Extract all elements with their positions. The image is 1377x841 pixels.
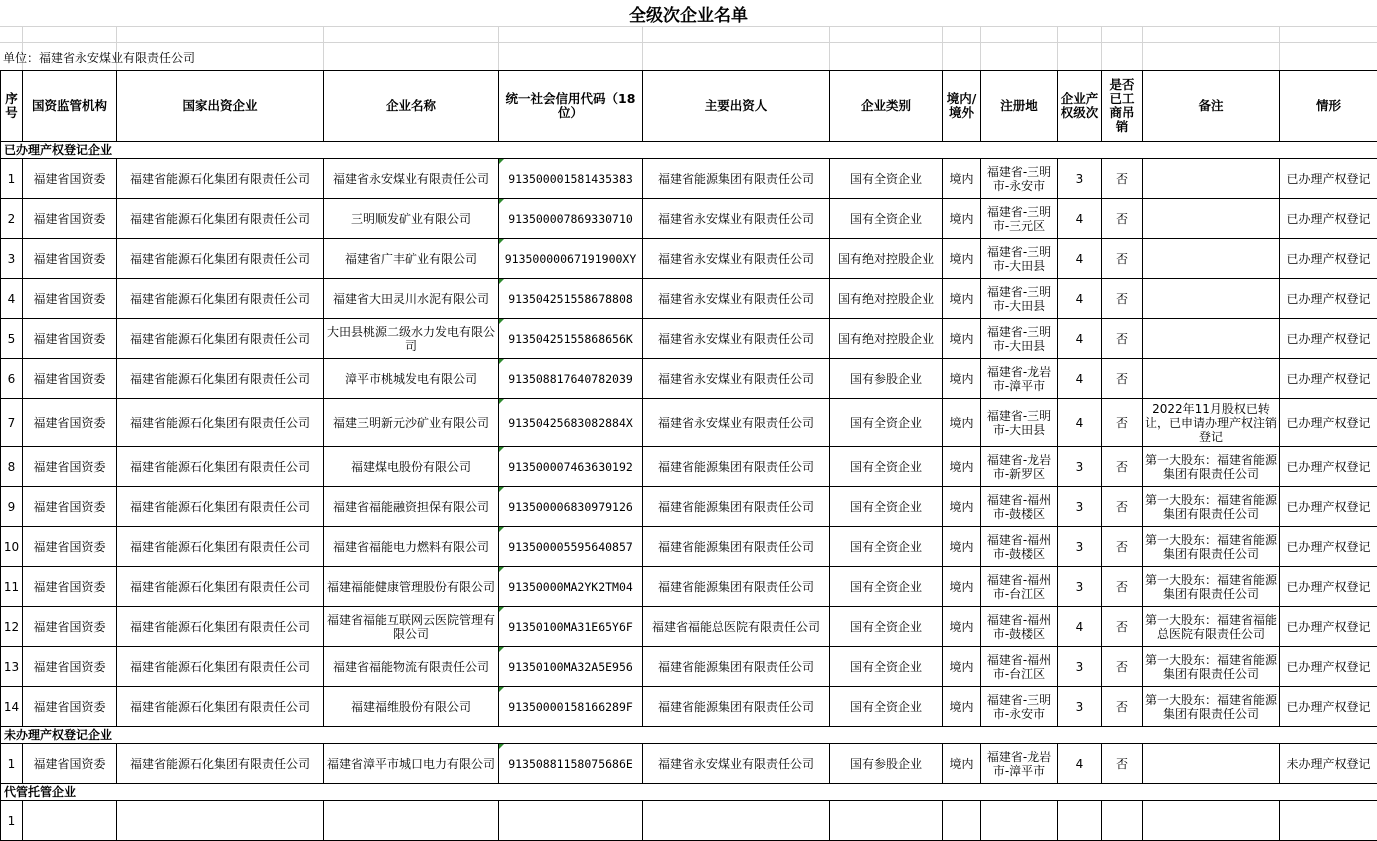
cell-company[interactable]: 福建省福能融资担保有限公司 — [324, 487, 499, 527]
cell-company[interactable]: 福建福能健康管理股份有限公司 — [324, 567, 499, 607]
cell-level[interactable]: 3 — [1058, 527, 1102, 567]
cell-main-investor[interactable]: 福建省能源集团有限责任公司 — [643, 567, 830, 607]
cell-location[interactable]: 福建省-三明市-三元区 — [981, 199, 1058, 239]
header-revoked: 是否已工商吊销 — [1102, 71, 1143, 142]
cell-domestic[interactable]: 境内 — [943, 487, 981, 527]
cell-remark[interactable] — [1143, 744, 1280, 784]
cell-flag-icon — [499, 359, 504, 364]
cell-seq[interactable]: 1 — [1, 744, 23, 784]
cell-location[interactable] — [981, 801, 1058, 841]
cell-main-investor[interactable]: 福建省永安煤业有限责任公司 — [643, 319, 830, 359]
cell-company[interactable]: 福建省福能物流有限责任公司 — [324, 647, 499, 687]
cell-company[interactable]: 福建省大田灵川水泥有限公司 — [324, 279, 499, 319]
cell-revoked[interactable]: 否 — [1102, 527, 1143, 567]
cell-level[interactable]: 4 — [1058, 399, 1102, 447]
cell-location[interactable]: 福建省-福州市-台江区 — [981, 647, 1058, 687]
cell-investor-group[interactable]: 福建省能源石化集团有限责任公司 — [117, 319, 324, 359]
credit-code-text: 91350100MA32A5E956 — [508, 660, 633, 674]
cell-domestic[interactable]: 境内 — [943, 687, 981, 727]
cell-flag-icon — [499, 527, 504, 532]
cell-seq[interactable]: 14 — [1, 687, 23, 727]
section-label[interactable]: 未办理产权登记企业 — [1, 727, 1377, 744]
cell-remark[interactable] — [1143, 359, 1280, 399]
cell-location[interactable]: 福建省-龙岩市-漳平市 — [981, 744, 1058, 784]
cell-supervisor[interactable]: 福建省国资委 — [23, 647, 117, 687]
cell-investor-group[interactable]: 福建省能源石化集团有限责任公司 — [117, 359, 324, 399]
cell-remark[interactable] — [1143, 199, 1280, 239]
cell-flag-icon — [499, 447, 504, 452]
table-row — [1, 199, 1377, 239]
cell-revoked[interactable]: 否 — [1102, 279, 1143, 319]
cell-company[interactable] — [324, 801, 499, 841]
cell-seq[interactable]: 1 — [1, 159, 23, 199]
cell-location[interactable]: 福建省-三明市-大田县 — [981, 399, 1058, 447]
cell-supervisor[interactable]: 福建省国资委 — [23, 399, 117, 447]
credit-code-text: 913500001581435383 — [508, 172, 633, 186]
credit-code-text: 913500007463630192 — [508, 460, 633, 474]
cell-status[interactable]: 已办理产权登记 — [1280, 239, 1377, 279]
cell-credit-code[interactable] — [499, 279, 643, 319]
cell-main-investor[interactable]: 福建省永安煤业有限责任公司 — [643, 359, 830, 399]
cell-main-investor[interactable]: 福建省永安煤业有限责任公司 — [643, 279, 830, 319]
cell-revoked[interactable]: 否 — [1102, 239, 1143, 279]
cell-main-investor[interactable]: 福建省能源集团有限责任公司 — [643, 687, 830, 727]
cell-flag-icon — [499, 687, 504, 692]
cell-category[interactable]: 国有参股企业 — [830, 744, 943, 784]
cell-flag-icon — [499, 487, 504, 492]
cell-remark[interactable]: 第一大股东：福建省福能总医院有限责任公司 — [1143, 607, 1280, 647]
cell-credit-code[interactable] — [499, 527, 643, 567]
cell-company[interactable]: 福建省广丰矿业有限公司 — [324, 239, 499, 279]
credit-code-text: 913504251558678808 — [508, 292, 633, 306]
cell-flag-icon — [499, 399, 504, 404]
cell-domestic[interactable]: 境内 — [943, 319, 981, 359]
cell-company[interactable]: 漳平市桃城发电有限公司 — [324, 359, 499, 399]
header-domestic: 境内/境外 — [943, 71, 981, 142]
cell-supervisor[interactable]: 福建省国资委 — [23, 239, 117, 279]
cell-level[interactable] — [1058, 801, 1102, 841]
cell-level[interactable]: 3 — [1058, 447, 1102, 487]
cell-main-investor[interactable]: 福建省福能总医院有限责任公司 — [643, 607, 830, 647]
section-row-entrusted — [1, 784, 1377, 801]
cell-main-investor[interactable]: 福建省能源集团有限责任公司 — [643, 527, 830, 567]
cell-seq[interactable]: 13 — [1, 647, 23, 687]
cell-remark[interactable] — [1143, 801, 1280, 841]
cell-domestic[interactable]: 境内 — [943, 199, 981, 239]
cell-investor-group[interactable]: 福建省能源石化集团有限责任公司 — [117, 447, 324, 487]
cell-investor-group[interactable]: 福建省能源石化集团有限责任公司 — [117, 399, 324, 447]
cell-status[interactable]: 已办理产权登记 — [1280, 159, 1377, 199]
cell-revoked[interactable]: 否 — [1102, 399, 1143, 447]
cell-supervisor[interactable]: 福建省国资委 — [23, 487, 117, 527]
cell-domestic[interactable]: 境内 — [943, 159, 981, 199]
cell-status[interactable]: 已办理产权登记 — [1280, 399, 1377, 447]
header-seq: 序号 — [1, 71, 23, 142]
cell-company[interactable]: 福建省永安煤业有限责任公司 — [324, 159, 499, 199]
cell-location[interactable]: 福建省-三明市-永安市 — [981, 159, 1058, 199]
cell-status[interactable]: 已办理产权登记 — [1280, 567, 1377, 607]
cell-revoked[interactable]: 否 — [1102, 359, 1143, 399]
cell-remark[interactable] — [1143, 279, 1280, 319]
cell-flag-icon — [499, 647, 504, 652]
cell-category[interactable]: 国有全资企业 — [830, 159, 943, 199]
header-supervisor: 国资监管机构 — [23, 71, 117, 142]
cell-revoked[interactable]: 否 — [1102, 687, 1143, 727]
cell-company[interactable]: 福建煤电股份有限公司 — [324, 447, 499, 487]
table-row — [1, 567, 1377, 607]
cell-level[interactable]: 4 — [1058, 359, 1102, 399]
cell-seq[interactable]: 7 — [1, 399, 23, 447]
cell-company[interactable]: 三明顺发矿业有限公司 — [324, 199, 499, 239]
cell-level[interactable]: 3 — [1058, 487, 1102, 527]
table-row — [1, 279, 1377, 319]
cell-level[interactable]: 3 — [1058, 567, 1102, 607]
cell-location[interactable]: 福建省-龙岩市-漳平市 — [981, 359, 1058, 399]
cell-seq[interactable]: 10 — [1, 527, 23, 567]
cell-credit-code[interactable] — [499, 744, 643, 784]
table-row — [1, 527, 1377, 567]
cell-credit-code[interactable] — [499, 607, 643, 647]
cell-supervisor[interactable]: 福建省国资委 — [23, 319, 117, 359]
cell-category[interactable]: 国有全资企业 — [830, 487, 943, 527]
table-row — [1, 399, 1377, 447]
cell-flag-icon — [499, 159, 504, 164]
header-status: 情形 — [1280, 71, 1377, 142]
cell-location[interactable]: 福建省-三明市-永安市 — [981, 687, 1058, 727]
table-row — [1, 359, 1377, 399]
cell-domestic[interactable]: 境内 — [943, 647, 981, 687]
cell-main-investor[interactable]: 福建省永安煤业有限责任公司 — [643, 744, 830, 784]
cell-investor-group[interactable]: 福建省能源石化集团有限责任公司 — [117, 279, 324, 319]
cell-supervisor[interactable]: 福建省国资委 — [23, 359, 117, 399]
table-row — [1, 744, 1377, 784]
cell-location[interactable]: 福建省-福州市-台江区 — [981, 567, 1058, 607]
cell-category[interactable] — [830, 801, 943, 841]
cell-remark[interactable] — [1143, 159, 1280, 199]
cell-category[interactable]: 国有绝对控股企业 — [830, 319, 943, 359]
cell-credit-code[interactable] — [499, 447, 643, 487]
cell-level[interactable]: 4 — [1058, 607, 1102, 647]
cell-status[interactable]: 已办理产权登记 — [1280, 359, 1377, 399]
table-row — [1, 319, 1377, 359]
cell-remark[interactable]: 2022年11月股权已转让，已申请办理产权注销登记 — [1143, 399, 1280, 447]
cell-investor-group[interactable]: 福建省能源石化集团有限责任公司 — [117, 239, 324, 279]
cell-level[interactable]: 4 — [1058, 744, 1102, 784]
cell-main-investor[interactable]: 福建省永安煤业有限责任公司 — [643, 239, 830, 279]
cell-domestic[interactable]: 境内 — [943, 279, 981, 319]
cell-remark[interactable]: 第一大股东：福建省能源集团有限责任公司 — [1143, 527, 1280, 567]
cell-location[interactable]: 福建省-龙岩市-新罗区 — [981, 447, 1058, 487]
cell-credit-code[interactable] — [499, 399, 643, 447]
cell-status[interactable]: 已办理产权登记 — [1280, 487, 1377, 527]
cell-level[interactable]: 4 — [1058, 319, 1102, 359]
cell-investor-group[interactable]: 福建省能源石化集团有限责任公司 — [117, 199, 324, 239]
cell-domestic[interactable]: 境内 — [943, 239, 981, 279]
cell-credit-code[interactable] — [499, 801, 643, 841]
cell-credit-code[interactable] — [499, 567, 643, 607]
credit-code-text: 91350100MA31E65Y6F — [508, 620, 633, 634]
credit-code-text: 913500005595640857 — [508, 540, 633, 554]
cell-supervisor[interactable]: 福建省国资委 — [23, 744, 117, 784]
cell-revoked[interactable]: 否 — [1102, 319, 1143, 359]
cell-investor-group[interactable]: 福建省能源石化集团有限责任公司 — [117, 647, 324, 687]
cell-category[interactable]: 国有全资企业 — [830, 607, 943, 647]
cell-credit-code[interactable] — [499, 487, 643, 527]
cell-remark[interactable] — [1143, 319, 1280, 359]
credit-code-text: 91350425155868656K — [508, 332, 633, 346]
cell-category[interactable]: 国有全资企业 — [830, 447, 943, 487]
cell-company[interactable]: 福建省福能互联网云医院管理有限公司 — [324, 607, 499, 647]
cell-seq[interactable]: 9 — [1, 487, 23, 527]
cell-location[interactable]: 福建省-三明市-大田县 — [981, 279, 1058, 319]
cell-flag-icon — [499, 567, 504, 572]
cell-remark[interactable]: 第一大股东：福建省能源集团有限责任公司 — [1143, 447, 1280, 487]
cell-investor-group[interactable]: 福建省能源石化集团有限责任公司 — [117, 527, 324, 567]
empty-grid-area — [0, 26, 1377, 70]
cell-main-investor[interactable]: 福建省能源集团有限责任公司 — [643, 647, 830, 687]
cell-domestic[interactable] — [943, 801, 981, 841]
cell-category[interactable]: 国有全资企业 — [830, 647, 943, 687]
cell-investor-group[interactable]: 福建省能源石化集团有限责任公司 — [117, 687, 324, 727]
cell-supervisor[interactable]: 福建省国资委 — [23, 687, 117, 727]
cell-status[interactable]: 已办理产权登记 — [1280, 527, 1377, 567]
header-level: 企业产权级次 — [1058, 71, 1102, 142]
cell-seq[interactable]: 12 — [1, 607, 23, 647]
header-credit-code: 统一社会信用代码（18位） — [499, 71, 643, 142]
cell-flag-icon — [499, 744, 504, 749]
section-label[interactable]: 已办理产权登记企业 — [1, 142, 1377, 159]
credit-code-text: 91350881158075686E — [508, 757, 633, 771]
cell-category[interactable]: 国有全资企业 — [830, 567, 943, 607]
cell-level[interactable]: 3 — [1058, 687, 1102, 727]
cell-supervisor[interactable]: 福建省国资委 — [23, 199, 117, 239]
header-category: 企业类别 — [830, 71, 943, 142]
cell-status[interactable]: 已办理产权登记 — [1280, 279, 1377, 319]
cell-flag-icon — [499, 279, 504, 284]
cell-main-investor[interactable]: 福建省能源集团有限责任公司 — [643, 159, 830, 199]
cell-location[interactable]: 福建省-福州市-鼓楼区 — [981, 607, 1058, 647]
cell-seq[interactable]: 11 — [1, 567, 23, 607]
cell-status[interactable]: 已办理产权登记 — [1280, 319, 1377, 359]
cell-supervisor[interactable] — [23, 801, 117, 841]
table-row — [1, 487, 1377, 527]
credit-code-text: 91350425683082884X — [508, 416, 633, 430]
cell-credit-code[interactable] — [499, 159, 643, 199]
cell-level[interactable]: 4 — [1058, 239, 1102, 279]
cell-seq[interactable]: 3 — [1, 239, 23, 279]
cell-seq[interactable]: 5 — [1, 319, 23, 359]
cell-category[interactable]: 国有全资企业 — [830, 527, 943, 567]
cell-level[interactable]: 4 — [1058, 279, 1102, 319]
cell-flag-icon — [499, 239, 504, 244]
cell-remark[interactable]: 第一大股东：福建省能源集团有限责任公司 — [1143, 687, 1280, 727]
cell-investor-group[interactable]: 福建省能源石化集团有限责任公司 — [117, 744, 324, 784]
cell-domestic[interactable]: 境内 — [943, 607, 981, 647]
cell-credit-code[interactable] — [499, 687, 643, 727]
cell-supervisor[interactable]: 福建省国资委 — [23, 567, 117, 607]
cell-remark[interactable] — [1143, 239, 1280, 279]
cell-main-investor[interactable]: 福建省能源集团有限责任公司 — [643, 487, 830, 527]
cell-company[interactable]: 福建福维股份有限公司 — [324, 687, 499, 727]
sheet-title: 全级次企业名单 — [0, 0, 1377, 26]
cell-level[interactable]: 3 — [1058, 647, 1102, 687]
cell-credit-code[interactable] — [499, 239, 643, 279]
cell-location[interactable]: 福建省-福州市-鼓楼区 — [981, 527, 1058, 567]
cell-level[interactable]: 3 — [1058, 159, 1102, 199]
company-table — [0, 70, 1377, 841]
cell-remark[interactable]: 第一大股东：福建省能源集团有限责任公司 — [1143, 487, 1280, 527]
cell-credit-code[interactable] — [499, 647, 643, 687]
cell-status[interactable]: 已办理产权登记 — [1280, 607, 1377, 647]
cell-level[interactable]: 4 — [1058, 199, 1102, 239]
cell-investor-group[interactable]: 福建省能源石化集团有限责任公司 — [117, 567, 324, 607]
cell-revoked[interactable]: 否 — [1102, 487, 1143, 527]
cell-supervisor[interactable]: 福建省国资委 — [23, 447, 117, 487]
cell-revoked[interactable]: 否 — [1102, 567, 1143, 607]
cell-status[interactable]: 已办理产权登记 — [1280, 199, 1377, 239]
cell-company[interactable]: 大田县桃源二级水力发电有限公司 — [324, 319, 499, 359]
header-investor-group: 国家出资企业 — [117, 71, 324, 142]
cell-main-investor[interactable]: 福建省能源集团有限责任公司 — [643, 447, 830, 487]
cell-category[interactable]: 国有全资企业 — [830, 399, 943, 447]
credit-code-text: 913500007869330710 — [508, 212, 633, 226]
cell-remark[interactable]: 第一大股东：福建省能源集团有限责任公司 — [1143, 567, 1280, 607]
cell-status[interactable]: 已办理产权登记 — [1280, 447, 1377, 487]
cell-domestic[interactable]: 境内 — [943, 359, 981, 399]
credit-code-text: 91350000158166289F — [508, 700, 633, 714]
credit-code-text: 913508817640782039 — [508, 372, 633, 386]
cell-status[interactable]: 未办理产权登记 — [1280, 744, 1377, 784]
cell-seq[interactable]: 2 — [1, 199, 23, 239]
cell-flag-icon — [499, 319, 504, 324]
table-row — [1, 687, 1377, 727]
cell-main-investor[interactable]: 福建省永安煤业有限责任公司 — [643, 199, 830, 239]
header-main-investor: 主要出资人 — [643, 71, 830, 142]
unit-label: 单位：福建省永安煤业有限责任公司 — [0, 46, 195, 68]
cell-status[interactable]: 已办理产权登记 — [1280, 647, 1377, 687]
cell-domestic[interactable]: 境内 — [943, 399, 981, 447]
cell-domestic[interactable]: 境内 — [943, 744, 981, 784]
section-row-unregistered — [1, 727, 1377, 744]
cell-location[interactable]: 福建省-三明市-大田县 — [981, 319, 1058, 359]
cell-investor-group[interactable]: 福建省能源石化集团有限责任公司 — [117, 607, 324, 647]
header-remark: 备注 — [1143, 71, 1280, 142]
cell-revoked[interactable]: 否 — [1102, 199, 1143, 239]
cell-revoked[interactable]: 否 — [1102, 607, 1143, 647]
cell-domestic[interactable]: 境内 — [943, 447, 981, 487]
table-row — [1, 447, 1377, 487]
cell-category[interactable]: 国有全资企业 — [830, 199, 943, 239]
cell-supervisor[interactable]: 福建省国资委 — [23, 159, 117, 199]
table-row — [1, 239, 1377, 279]
cell-investor-group[interactable]: 福建省能源石化集团有限责任公司 — [117, 487, 324, 527]
cell-seq[interactable]: 1 — [1, 801, 23, 841]
cell-remark[interactable]: 第一大股东：福建省能源集团有限责任公司 — [1143, 647, 1280, 687]
cell-category[interactable]: 国有参股企业 — [830, 359, 943, 399]
cell-credit-code[interactable] — [499, 319, 643, 359]
section-label[interactable]: 代管托管企业 — [1, 784, 1377, 801]
cell-main-investor[interactable]: 福建省永安煤业有限责任公司 — [643, 399, 830, 447]
cell-flag-icon — [499, 607, 504, 612]
table-row — [1, 159, 1377, 199]
cell-status[interactable]: 已办理产权登记 — [1280, 687, 1377, 727]
cell-location[interactable]: 福建省-三明市-大田县 — [981, 239, 1058, 279]
credit-code-text: 91350000067191900XY — [505, 252, 637, 266]
cell-flag-icon — [499, 199, 504, 204]
cell-main-investor[interactable] — [643, 801, 830, 841]
cell-revoked[interactable]: 否 — [1102, 647, 1143, 687]
table-row — [1, 801, 1377, 841]
cell-investor-group[interactable] — [117, 801, 324, 841]
cell-revoked[interactable] — [1102, 801, 1143, 841]
header-row — [1, 71, 1377, 142]
cell-domestic[interactable]: 境内 — [943, 567, 981, 607]
cell-credit-code[interactable] — [499, 359, 643, 399]
cell-investor-group[interactable]: 福建省能源石化集团有限责任公司 — [117, 159, 324, 199]
cell-supervisor[interactable]: 福建省国资委 — [23, 279, 117, 319]
cell-category[interactable]: 国有绝对控股企业 — [830, 279, 943, 319]
cell-company[interactable]: 福建省福能电力燃料有限公司 — [324, 527, 499, 567]
cell-domestic[interactable]: 境内 — [943, 527, 981, 567]
header-location: 注册地 — [981, 71, 1058, 142]
cell-seq[interactable]: 6 — [1, 359, 23, 399]
cell-status[interactable] — [1280, 801, 1377, 841]
cell-company[interactable]: 福建三明新元沙矿业有限公司 — [324, 399, 499, 447]
table-row — [1, 647, 1377, 687]
cell-supervisor[interactable]: 福建省国资委 — [23, 527, 117, 567]
credit-code-text: 91350000MA2YK2TM04 — [508, 580, 633, 594]
cell-revoked[interactable]: 否 — [1102, 744, 1143, 784]
cell-category[interactable]: 国有绝对控股企业 — [830, 239, 943, 279]
cell-revoked[interactable]: 否 — [1102, 447, 1143, 487]
cell-category[interactable]: 国有全资企业 — [830, 687, 943, 727]
cell-revoked[interactable]: 否 — [1102, 159, 1143, 199]
header-company: 企业名称 — [324, 71, 499, 142]
cell-seq[interactable]: 8 — [1, 447, 23, 487]
cell-location[interactable]: 福建省-福州市-鼓楼区 — [981, 487, 1058, 527]
cell-credit-code[interactable] — [499, 199, 643, 239]
table-row — [1, 607, 1377, 647]
credit-code-text: 913500006830979126 — [508, 500, 633, 514]
cell-company[interactable]: 福建省漳平市城口电力有限公司 — [324, 744, 499, 784]
cell-supervisor[interactable]: 福建省国资委 — [23, 607, 117, 647]
cell-seq[interactable]: 4 — [1, 279, 23, 319]
section-row-registered — [1, 142, 1377, 159]
